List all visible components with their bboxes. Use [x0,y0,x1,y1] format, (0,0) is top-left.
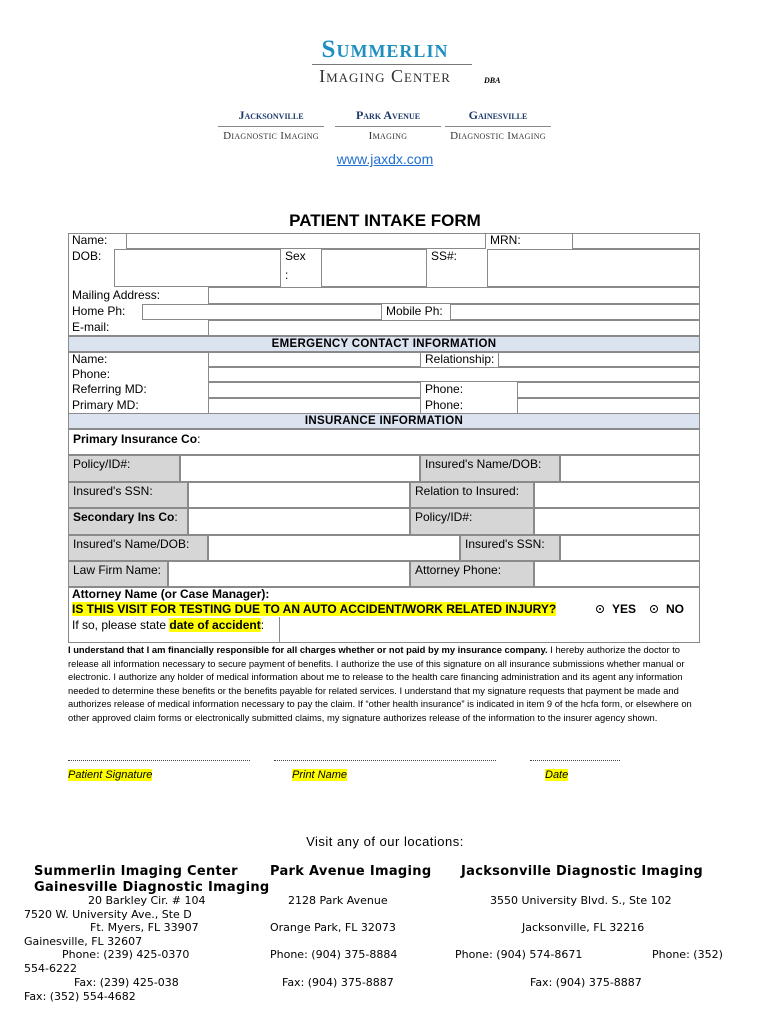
dob-field[interactable] [114,249,281,287]
yes-radio-icon[interactable] [596,605,604,613]
policy-id-label: Policy/ID#: [68,455,180,482]
ssn-label: SS#: [431,249,458,263]
date-label [545,769,568,781]
gainesville-phone-cont: 554-6222 [24,962,77,975]
summerlin-address: 20 Barkley Cir. # 104 [88,894,206,907]
referring-md-label: Referring MD: [72,382,147,396]
print-name-text: Print Name [292,769,348,781]
law-firm-label: Law Firm Name: [68,561,168,587]
insured-ssn-label: Insured's SSN: [68,482,188,508]
no-option[interactable] [650,601,684,617]
secondary-insurance-field[interactable] [188,508,410,535]
date-line[interactable] [530,760,620,762]
mrn-label: MRN: [490,233,521,247]
affiliate-sub: Diagnostic Imaging [450,130,546,142]
print-name-label [292,769,347,781]
patient-signature-text: Patient Signature [68,769,153,781]
no-radio-icon[interactable] [650,605,658,613]
brand-divider [312,64,472,65]
primary-phone-label: Phone: [425,398,464,412]
dob-label: DOB: [72,249,102,263]
mrn-field[interactable] [572,233,700,249]
locations-intro: Visit any of our locations: [306,834,464,849]
patient-signature-label [68,769,152,781]
secondary-insurance-colon: : [174,510,178,524]
park-avenue-city: Orange Park, FL 32073 [270,921,396,934]
park-avenue-title: Park Avenue Imaging [270,864,432,879]
policy-id-2-field[interactable] [534,508,700,535]
jacksonville-city: Jacksonville, FL 32216 [522,921,645,934]
law-firm-field[interactable] [168,561,410,587]
park-avenue-phone: Phone: (904) 375-8884 [270,948,398,961]
jacksonville-address: 3550 University Blvd. S., Ste 102 [490,894,672,907]
sex-label [281,249,321,287]
primary-insurance-label: Primary Insurance Co [73,432,198,446]
auto-accident-question: IS THIS VISIT FOR TESTING DUE TO AN AUTO ACCIDENT/WORK RELATED INJURY? [72,602,557,616]
affiliate-sub: Diagnostic Imaging [223,130,319,142]
insurance-heading: INSURANCE INFORMATION [68,413,700,429]
jacksonville-title: Jacksonville Diagnostic Imaging [461,864,703,879]
sex-text: Sex [285,249,306,263]
gainesville-fax: Fax: (352) 554-4682 [24,990,136,1003]
auto-accident-row [68,601,700,617]
jacksonville-fax: Fax: (904) 375-8887 [530,976,642,989]
mailing-address-label: Mailing Address: [72,288,161,302]
relationship-field[interactable] [498,352,700,367]
print-name-line[interactable] [274,760,496,762]
affiliate-divider [218,126,324,127]
jacksonville-phone-extra: Phone: (352) [652,948,723,961]
consent-text: I hereby authorize the doctor to release all information necessary to secure payment of benefits. I authorize the use of this signature on all insurance submissions whether manual or electronic. I authorize any holder of medical information about me to release to the health care financing administration and its agent any information needed to determine these benefits or the benefits payable for related services. I understand that my signature requests that payment be made and authorizes release of medical information necessary to pay the claim. If “other health insurance” is indicated in item 9 of the hcfa form, or elsewhere on other approved claim forms or electronically submitted claims, my signature authorizes release of the information to the insurer agency shown. [68,644,692,723]
relation-field[interactable] [534,482,700,508]
summerlin-phone: Phone: (239) 425-0370 [62,948,190,961]
brand-title: Summerlin [321,36,449,63]
insured-name-dob-label: Insured's Name/DOB: [420,455,560,482]
emergency-name-field[interactable] [208,352,421,367]
consent-bold: I understand that I am financially responsible for all charges whether or not paid by my insurance company. [68,644,548,655]
primary-md-field[interactable] [208,398,421,414]
primary-phone-field[interactable] [517,398,700,414]
brand-subtitle: Imaging Center [319,66,451,86]
home-phone-field[interactable] [142,304,382,320]
emergency-phone-label: Phone: [72,367,111,381]
emergency-phone-field[interactable] [208,367,700,382]
insured-ssn-2-label: Insured's SSN: [460,535,560,561]
summerlin-fax: Fax: (239) 425-038 [74,976,179,989]
attorney-name-label: Attorney Name (or Case Manager): [72,587,270,601]
affiliate-name: Jacksonville [238,108,304,122]
referring-phone-label: Phone: [425,382,464,396]
sex-field[interactable] [321,249,427,287]
primary-insurance-field[interactable] [210,430,699,454]
policy-id-2-label: Policy/ID#: [410,508,534,535]
yes-option[interactable] [596,601,636,617]
dba-mark: DBA [484,76,501,85]
ssn-field[interactable] [487,249,700,287]
mobile-phone-label: Mobile Ph: [386,304,443,318]
date-text: Date [545,769,569,781]
emergency-name-label: Name: [72,352,108,366]
secondary-insurance-text: Secondary Ins Co [73,510,175,524]
referring-md-field[interactable] [208,382,421,398]
relationship-label: Relationship: [425,352,495,366]
relation-label: Relation to Insured: [410,482,534,508]
date-of-accident-text: date of accident [169,618,261,632]
summerlin-title: Summerlin Imaging Center [34,864,238,879]
if-so-text: If so, please state [72,618,170,632]
insured-name-dob-2-label: Insured's Name/DOB: [68,535,208,561]
no-label: NO [666,602,684,616]
name-label: Name: [72,233,108,247]
referring-phone-field[interactable] [517,382,700,398]
affiliate-name: Gainesville [468,108,528,122]
gainesville-city: Gainesville, FL 32607 [24,935,143,948]
name-field[interactable] [126,233,486,249]
form-title: PATIENT INTAKE FORM [289,211,481,230]
home-phone-label: Home Ph: [72,304,126,318]
attorney-phone-field[interactable] [534,561,700,587]
sex-colon: : [285,268,289,282]
mailing-address-field[interactable] [208,287,700,304]
affiliate-gainesville [423,108,573,142]
affiliate-name: Park Avenue [355,108,421,122]
secondary-insurance-label [68,508,188,535]
gainesville-address: 7520 W. University Ave., Ste D [24,908,192,921]
insured-ssn-field[interactable] [188,482,410,508]
insured-name-dob-2-field[interactable] [208,535,460,561]
affiliate-divider [445,126,551,127]
yes-label: YES [612,602,637,616]
date-of-accident-field[interactable] [281,617,699,642]
affiliate-sub: Imaging [368,130,408,142]
park-avenue-fax: Fax: (904) 375-8887 [282,976,394,989]
mobile-phone-field[interactable] [450,304,700,320]
policy-id-field[interactable] [180,455,420,482]
date-colon: : [260,618,265,632]
gainesville-title: Gainesville Diagnostic Imaging [34,880,270,895]
email-label: E-mail: [72,320,110,334]
consent-paragraph [68,643,700,725]
jacksonville-phone: Phone: (904) 574-8671 [455,948,583,961]
website-link[interactable]: www.jaxdx.com [336,151,434,167]
primary-insurance-colon: : [197,432,201,446]
patient-signature-line[interactable] [68,760,250,762]
insured-ssn-2-field[interactable] [560,535,700,561]
email-field[interactable] [208,320,700,336]
attorney-phone-label: Attorney Phone: [410,561,534,587]
date-of-accident-label [68,617,280,643]
primary-md-label: Primary MD: [72,398,139,412]
summerlin-city: Ft. Myers, FL 33907 [90,921,199,934]
park-avenue-address: 2128 Park Avenue [288,894,388,907]
insured-name-dob-field[interactable] [560,455,700,482]
emergency-contact-heading: EMERGENCY CONTACT INFORMATION [68,336,700,352]
